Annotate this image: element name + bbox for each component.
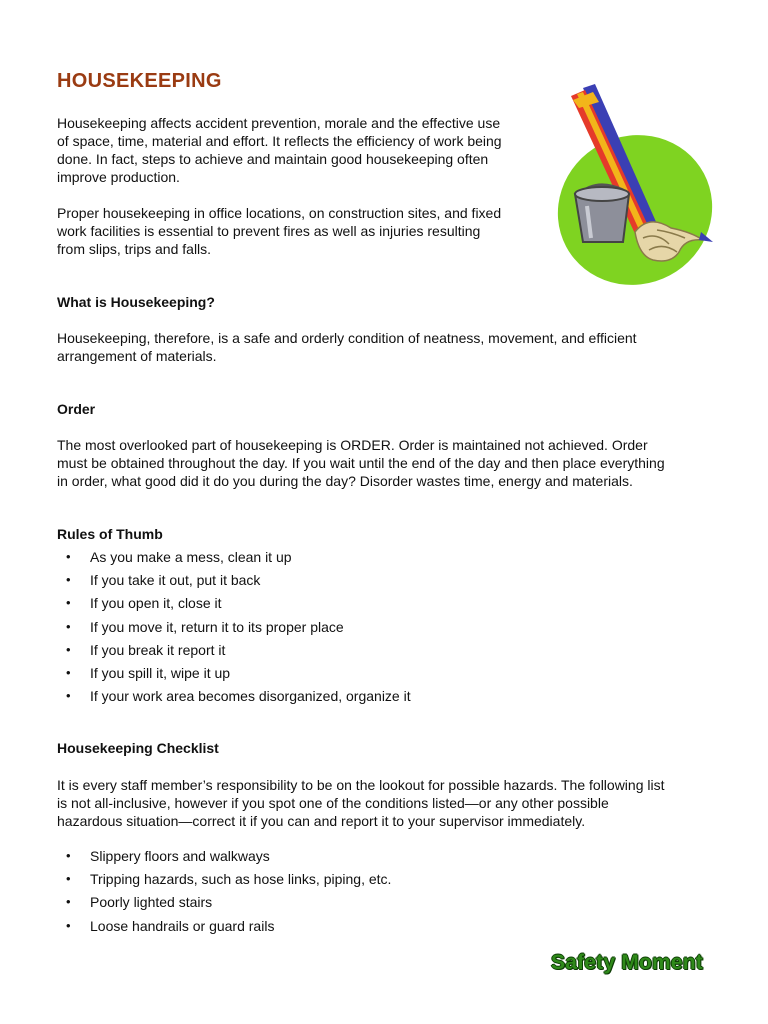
- list-item: • If you break it report it: [66, 641, 226, 658]
- text-line: hazardous situation—correct it if you can and report it to your supervisor immediately.: [57, 813, 586, 829]
- rules-list: [57, 548, 411, 710]
- list-item: • As you make a mess, clean it up: [66, 549, 292, 565]
- text-line: Housekeeping affects accident prevention, morale and the effective use: [57, 115, 501, 131]
- page-title: HOUSEKEEPING: [57, 70, 222, 92]
- list-item: • Slippery floors and walkways: [66, 848, 270, 864]
- section-heading-order: Order: [57, 401, 96, 417]
- bullet-icon: •: [66, 688, 71, 704]
- text-line: arrangement of materials.: [57, 348, 217, 364]
- what-paragraph: [57, 329, 637, 365]
- bullet-icon: •: [66, 871, 71, 887]
- list-item: • Loose handrails or guard rails: [66, 917, 275, 934]
- list-item: • If you take it out, put it back: [66, 572, 261, 589]
- intro-paragraph-1: [57, 114, 502, 186]
- section-heading-rules: Rules of Thumb: [57, 526, 163, 542]
- safety-moment-label: Safety Moment: [551, 951, 703, 974]
- bullet-icon: •: [66, 894, 71, 910]
- bullet-icon: •: [66, 595, 71, 611]
- checklist-paragraph: [57, 776, 665, 830]
- list-item: • If you open it, close it: [66, 595, 222, 612]
- text-line: work facilities is essential to prevent fires as well as injuries resulting: [57, 223, 481, 239]
- text-line: Housekeeping, therefore, is a safe and orderly condition of neatness, movement, and efficient: [57, 330, 637, 346]
- intro-paragraph-2: [57, 204, 501, 258]
- list-item: • If you spill it, wipe it up: [66, 664, 231, 681]
- bullet-icon: •: [66, 549, 71, 564]
- bullet-icon: •: [66, 664, 71, 680]
- bullet-icon: •: [66, 641, 71, 657]
- list-item: • Tripping hazards, such as hose links, piping, etc.: [66, 871, 392, 888]
- text-line: It is every staff member’s responsibility to be on the lookout for possible hazards. The following list: [57, 777, 665, 793]
- order-paragraph: [57, 436, 665, 490]
- list-item: • If your work area becomes disorganized, organize it: [66, 688, 411, 705]
- text-line: must be obtained throughout the day. If you wait until the end of the day and then place everything: [57, 455, 665, 471]
- text-line: in order, what good did it do you during the day? Disorder wastes time, energy and materials.: [57, 473, 633, 489]
- text-line: from slips, trips and falls.: [57, 241, 212, 257]
- bullet-icon: •: [66, 917, 71, 933]
- text-line: The most overlooked part of housekeeping is ORDER. Order is maintained not achieved. Order: [57, 437, 648, 453]
- section-heading-checklist: Housekeeping Checklist: [57, 740, 219, 756]
- bullet-icon: •: [66, 572, 71, 588]
- bullet-icon: •: [66, 848, 71, 863]
- text-line: done. In fact, steps to achieve and maintain good housekeeping often: [57, 151, 489, 167]
- text-line: Proper housekeeping in office locations, on construction sites, and fixed: [57, 205, 502, 221]
- section-heading-what: What is Housekeeping?: [57, 294, 215, 310]
- mop-bucket-illustration: [553, 82, 715, 288]
- text-line: improve production.: [57, 169, 180, 185]
- bullet-icon: •: [66, 618, 71, 634]
- list-item: • Poorly lighted stairs: [66, 894, 213, 911]
- text-line: of space, time, material and effort. It reflects the efficiency of work being: [57, 133, 502, 149]
- list-item: • If you move it, return it to its proper place: [66, 618, 344, 635]
- text-line: is not all-inclusive, however if you spot one of the conditions listed—or any other possible: [57, 795, 609, 811]
- checklist-list: [57, 847, 391, 940]
